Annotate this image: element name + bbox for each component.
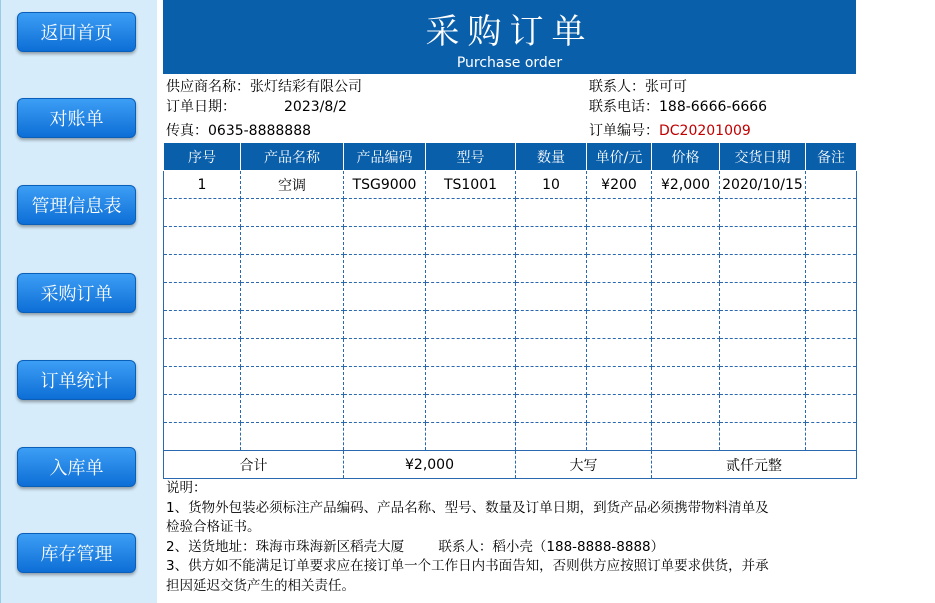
order-date-value: 2023/8/2 — [284, 99, 347, 115]
contact-person: 联系人：张可可 — [589, 79, 687, 95]
table-cell[interactable] — [806, 283, 857, 311]
page-title: 采购订单 — [425, 12, 594, 52]
table-cell[interactable] — [652, 339, 720, 367]
table-cell[interactable] — [344, 283, 426, 311]
table-cell[interactable] — [652, 395, 720, 423]
table-cell[interactable] — [241, 367, 344, 395]
table-cell[interactable] — [720, 339, 806, 367]
order-number-label: 订单编号： — [589, 123, 659, 139]
amount-in-words-value: 贰仟元整 — [652, 451, 857, 479]
notes-line: 检验合格证书。 — [166, 519, 261, 535]
table-cell[interactable] — [344, 423, 426, 451]
table-row — [164, 255, 857, 283]
table-cell[interactable] — [652, 367, 720, 395]
column-header: 序号 — [164, 143, 241, 171]
column-header: 交货日期 — [720, 143, 806, 171]
table-cell[interactable] — [516, 423, 587, 451]
table-cell[interactable] — [806, 227, 857, 255]
nav-button-management-info[interactable]: 管理信息表 — [17, 185, 136, 225]
table-cell[interactable] — [164, 255, 241, 283]
nav-button-statement[interactable]: 对账单 — [17, 98, 136, 138]
table-cell[interactable] — [652, 283, 720, 311]
table-cell[interactable] — [806, 311, 857, 339]
table-cell[interactable] — [241, 283, 344, 311]
table-cell[interactable] — [164, 395, 241, 423]
column-header: 产品编码 — [344, 143, 426, 171]
column-header: 价格 — [652, 143, 720, 171]
table-cell[interactable] — [720, 395, 806, 423]
table-cell[interactable] — [241, 311, 344, 339]
table-cell[interactable] — [516, 311, 587, 339]
table-row — [164, 423, 857, 451]
table-cell[interactable] — [344, 227, 426, 255]
table-cell[interactable] — [806, 339, 857, 367]
table-cell[interactable] — [587, 423, 652, 451]
table-cell[interactable]: 10 — [516, 171, 587, 199]
table-cell[interactable] — [344, 367, 426, 395]
notes-title: 说明： — [166, 480, 207, 496]
table-cell[interactable] — [164, 339, 241, 367]
table-cell[interactable] — [587, 367, 652, 395]
table-cell[interactable]: 1 — [164, 171, 241, 199]
table-cell[interactable] — [426, 367, 516, 395]
table-row — [164, 171, 857, 199]
column-header: 单价/元 — [587, 143, 652, 171]
table-cell[interactable] — [806, 171, 857, 199]
table-cell[interactable] — [806, 367, 857, 395]
nav-button-stock-in[interactable]: 入库单 — [17, 447, 136, 487]
table-cell[interactable] — [344, 199, 426, 227]
table-cell[interactable] — [426, 395, 516, 423]
notes-line: 担因延迟交货产生的相关责任。 — [166, 577, 355, 594]
table-row — [164, 395, 857, 423]
table-cell[interactable]: 2020/10/15 — [720, 171, 806, 199]
table-cell[interactable] — [164, 227, 241, 255]
notes-line: 2、送货地址：珠海市珠海新区稻壳大厦 联系人：稻小壳（188-8888-8888） — [166, 538, 665, 555]
order-date — [166, 96, 347, 116]
column-header: 产品名称 — [241, 143, 344, 171]
table-cell[interactable] — [241, 227, 344, 255]
nav-button-purchase-order[interactable]: 采购订单 — [17, 273, 136, 313]
table-cell[interactable] — [241, 255, 344, 283]
table-cell[interactable] — [164, 423, 241, 451]
table-cell[interactable] — [806, 395, 857, 423]
table-cell[interactable] — [587, 255, 652, 283]
table-cell[interactable]: TSG9000 — [344, 171, 426, 199]
order-number-value: DC20201009 — [659, 123, 751, 139]
nav-button-order-stats[interactable]: 订单统计 — [17, 360, 136, 400]
amount-in-words-label: 大写 — [516, 451, 652, 479]
nav-button-inventory[interactable]: 库存管理 — [17, 533, 136, 573]
table-cell[interactable]: ¥2,000 — [652, 171, 720, 199]
table-cell[interactable] — [587, 227, 652, 255]
table-cell[interactable] — [516, 367, 587, 395]
contact-phone: 联系电话：188-6666-6666 — [589, 99, 768, 115]
table-cell[interactable] — [516, 339, 587, 367]
supplier-name: 供应商名称：张灯结彩有限公司 — [166, 79, 362, 95]
table-cell[interactable] — [720, 311, 806, 339]
table-cell[interactable] — [587, 339, 652, 367]
page-subtitle: Purchase order — [456, 55, 563, 71]
table-cell[interactable] — [426, 311, 516, 339]
column-header: 数量 — [516, 143, 587, 171]
notes-line: 3、供方如不能满足订单要求应在接订单一个工作日内书面告知，否则供方应按照订单要求供货，并承 — [166, 558, 769, 574]
table-cell[interactable] — [720, 423, 806, 451]
table-cell[interactable] — [587, 283, 652, 311]
fax: 传真：0635-8888888 — [166, 123, 312, 139]
page-header — [163, 0, 856, 74]
table-cell[interactable] — [516, 255, 587, 283]
table-row — [164, 227, 857, 255]
table-cell[interactable] — [720, 255, 806, 283]
table-cell[interactable] — [164, 367, 241, 395]
order-table — [163, 142, 857, 479]
total-label: 合计 — [164, 451, 344, 479]
table-cell[interactable] — [426, 283, 516, 311]
table-cell[interactable] — [426, 199, 516, 227]
order-date-label: 订单日期： — [166, 99, 236, 115]
table-cell[interactable] — [652, 255, 720, 283]
table-cell[interactable] — [516, 199, 587, 227]
table-header-row — [164, 143, 857, 171]
table-cell[interactable] — [516, 395, 587, 423]
table-cell[interactable]: 空调 — [241, 171, 344, 199]
total-value: ¥2,000 — [344, 451, 516, 479]
table-cell[interactable] — [426, 255, 516, 283]
table-cell[interactable] — [164, 283, 241, 311]
table-cell[interactable]: ¥200 — [587, 171, 652, 199]
table-cell[interactable] — [164, 199, 241, 227]
order-number — [589, 120, 751, 140]
notes-line: 1、货物外包装必须标注产品编码、产品名称、型号、数量及订单日期，到货产品必须携带物料清单及 — [166, 499, 769, 516]
table-cell[interactable] — [720, 283, 806, 311]
table-row — [164, 283, 857, 311]
table-cell[interactable] — [426, 227, 516, 255]
table-cell[interactable] — [720, 199, 806, 227]
table-cell[interactable] — [241, 339, 344, 367]
table-cell[interactable] — [652, 199, 720, 227]
table-cell[interactable] — [426, 339, 516, 367]
table-cell[interactable] — [720, 367, 806, 395]
table-cell[interactable] — [720, 227, 806, 255]
table-cell[interactable] — [652, 227, 720, 255]
table-cell[interactable] — [241, 395, 344, 423]
table-row — [164, 311, 857, 339]
table-cell[interactable]: TS1001 — [426, 171, 516, 199]
table-cell[interactable] — [426, 423, 516, 451]
table-cell[interactable] — [652, 311, 720, 339]
table-row — [164, 339, 857, 367]
table-cell[interactable] — [587, 199, 652, 227]
table-cell[interactable] — [344, 395, 426, 423]
column-header: 备注 — [806, 143, 857, 171]
table-cell[interactable] — [652, 423, 720, 451]
table-row — [164, 367, 857, 395]
column-header: 型号 — [426, 143, 516, 171]
table-cell[interactable] — [344, 311, 426, 339]
table-row — [164, 199, 857, 227]
sidebar — [0, 0, 157, 603]
table-cell[interactable] — [241, 423, 344, 451]
table-cell[interactable] — [806, 423, 857, 451]
table-cell[interactable] — [587, 311, 652, 339]
table-cell[interactable] — [241, 199, 344, 227]
table-cell[interactable] — [516, 283, 587, 311]
table-cell[interactable] — [344, 255, 426, 283]
table-cell[interactable] — [806, 255, 857, 283]
table-cell[interactable] — [516, 227, 587, 255]
table-cell[interactable] — [806, 199, 857, 227]
notes-section — [166, 479, 806, 596]
table-footer-row — [164, 451, 857, 479]
table-cell[interactable] — [587, 395, 652, 423]
table-cell[interactable] — [344, 339, 426, 367]
nav-button-home[interactable]: 返回首页 — [17, 12, 136, 52]
table-cell[interactable] — [164, 311, 241, 339]
